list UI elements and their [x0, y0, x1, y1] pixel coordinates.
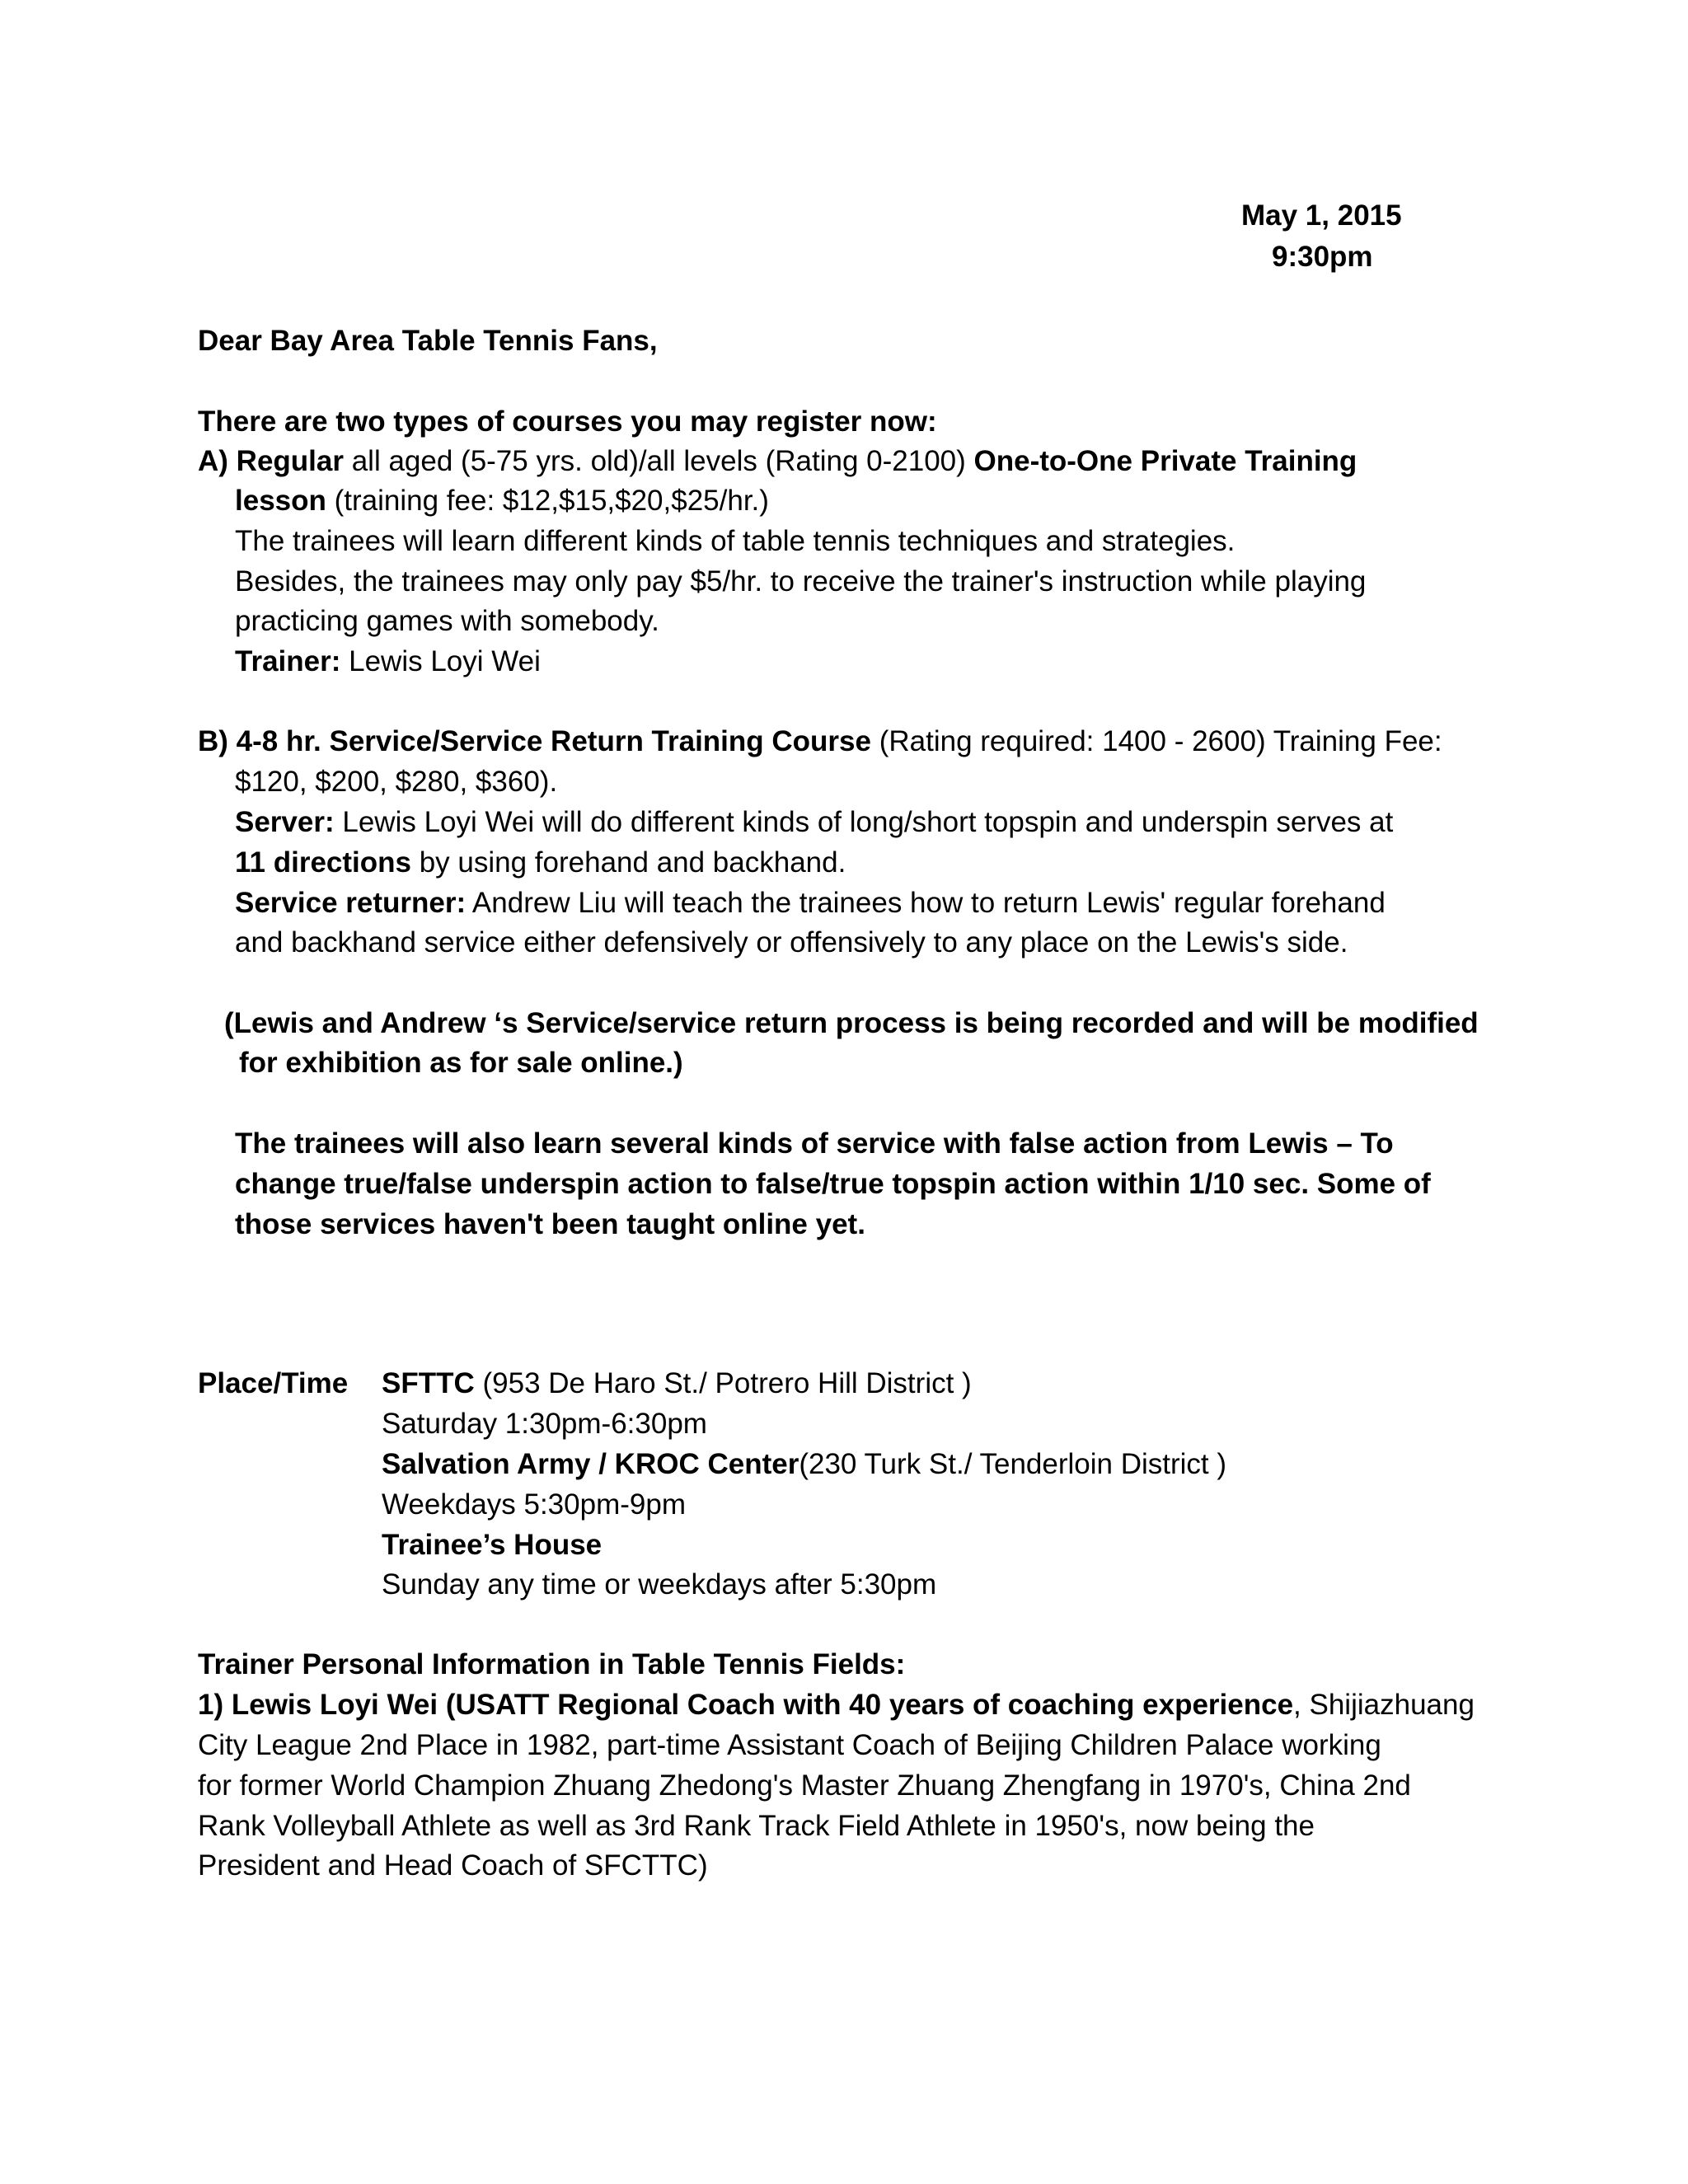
- trainer-info-line-3: for former World Champion Zhuang Zhedong's Master Zhuang Zhengfang in 1970's, China 2nd: [198, 1769, 1411, 1802]
- course-b-fees: $120, $200, $280, $360).: [235, 766, 558, 798]
- course-b-note-2: for exhibition as for sale online.): [239, 1047, 683, 1079]
- letter-date: May 1, 2015: [1241, 199, 1402, 232]
- salutation: Dear Bay Area Table Tennis Fans,: [198, 325, 658, 357]
- course-b-false-3: those services haven't been taught online yet.: [235, 1208, 865, 1240]
- trainer-info-line-4: Rank Volleyball Athlete as well as 3rd Rank Track Field Athlete in 1950's, now being the: [198, 1810, 1315, 1842]
- place-label: Place/Time: [198, 1367, 349, 1399]
- place-house-time: Sunday any time or weekdays after 5:30pm: [382, 1568, 937, 1601]
- course-a-line-4: Besides, the trainees may only pay $5/hr. to receive the trainer's instruction while playing: [235, 565, 1367, 598]
- trainer-info-heading: Trainer Personal Information in Table Tennis Fields:: [198, 1648, 906, 1680]
- course-b-directions: 11 directions by using forehand and backhand.: [235, 846, 846, 879]
- course-b-line-1: B) 4-8 hr. Service/Service Return Training Course (Rating required: 1400 - 2600) Training Fee:: [198, 725, 1442, 757]
- course-b-returner-2: and backhand service either defensively or offensively to any place on the Lewis's side.: [235, 926, 1348, 958]
- intro-heading: There are two types of courses you may register now:: [198, 405, 937, 438]
- course-a-line-1: A) Regular all aged (5-75 yrs. old)/all levels (Rating 0-2100) One-to-One Private Training: [198, 445, 1357, 477]
- trainer-info-line-5: President and Head Coach of SFCTTC): [198, 1849, 708, 1882]
- course-b-server: Server: Lewis Loyi Wei will do different kinds of long/short topspin and underspin serves at: [235, 806, 1394, 838]
- course-b-returner: Service returner: Andrew Liu will teach the trainees how to return Lewis' regular forehand: [235, 887, 1386, 919]
- place-sfttc: SFTTC (953 De Haro St./ Potrero Hill District ): [382, 1367, 972, 1399]
- course-a-line-3: The trainees will learn different kinds of table tennis techniques and strategies.: [235, 525, 1236, 557]
- letter-time: 9:30pm: [1272, 241, 1373, 273]
- place-sfttc-time: Saturday 1:30pm-6:30pm: [382, 1408, 707, 1440]
- course-a-line-2: lesson (training fee: $12,$15,$20,$25/hr.): [235, 485, 769, 517]
- course-b-false-1: The trainees will also learn several kinds of service with false action from Lewis – To: [235, 1127, 1394, 1160]
- course-b-note-1: (Lewis and Andrew ‘s Service/service return process is being recorded and will be modified: [224, 1007, 1479, 1039]
- course-a-line-5: practicing games with somebody.: [235, 605, 659, 637]
- course-b-false-2: change true/false underspin action to false/true topspin action within 1/10 sec. Some of: [235, 1168, 1431, 1200]
- place-house: Trainee’s House: [382, 1529, 603, 1561]
- place-kroc: Salvation Army / KROC Center(230 Turk St./ Tenderloin District ): [382, 1448, 1227, 1480]
- place-kroc-time: Weekdays 5:30pm-9pm: [382, 1488, 686, 1521]
- trainer-info-line-1: 1) Lewis Loyi Wei (USATT Regional Coach with 40 years of coaching experience, Shijiazhuang: [198, 1689, 1475, 1721]
- trainer-info-line-2: City League 2nd Place in 1982, part-time Assistant Coach of Beijing Children Palace working: [198, 1729, 1381, 1761]
- course-a-trainer: Trainer: Lewis Loyi Wei: [235, 645, 541, 677]
